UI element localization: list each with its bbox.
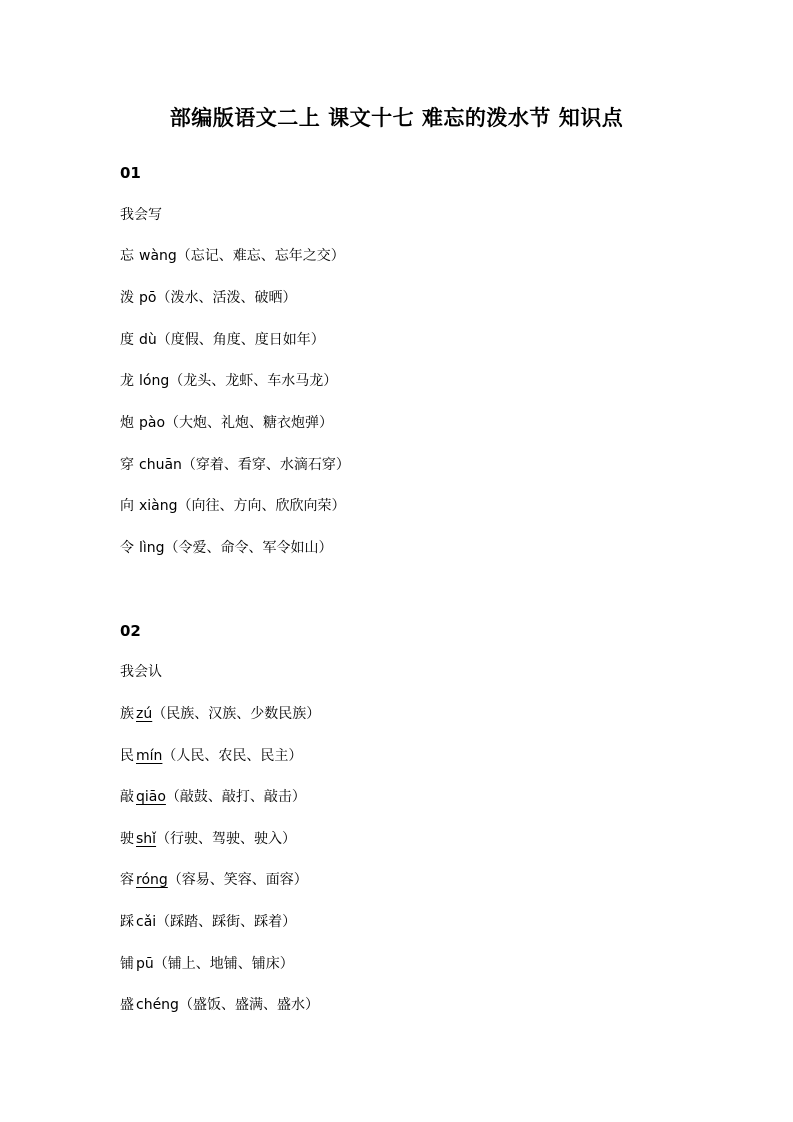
vocab-entry — [120, 537, 333, 559]
vocab-words: （度假、角度、度日如年） — [156, 332, 325, 348]
vocab-entry — [120, 287, 296, 309]
vocab-words: （忘记、难忘、忘年之交） — [176, 248, 345, 264]
vocab-pinyin: pū — [136, 956, 154, 972]
section-number: 01 — [120, 164, 141, 182]
vocab-entry — [120, 828, 296, 850]
vocab-char: 令 — [120, 540, 134, 556]
vocab-words: （龙头、龙虾、车水马龙） — [169, 373, 338, 389]
vocab-entry — [120, 245, 345, 267]
vocab-pinyin: pào — [139, 415, 166, 431]
vocab-char: 向 — [120, 498, 134, 514]
vocab-pinyin: qiāo — [136, 789, 166, 805]
vocab-words: （敲鼓、敲打、敲击） — [165, 789, 306, 805]
vocab-words: （踩踏、踩街、踩着） — [156, 914, 297, 930]
vocab-char: 驶 — [120, 831, 134, 847]
vocab-char: 盛 — [120, 997, 134, 1013]
vocab-words: （铺上、地铺、铺床） — [153, 956, 294, 972]
vocab-entry — [120, 745, 302, 767]
vocab-entry — [120, 370, 337, 392]
vocab-pinyin: róng — [136, 872, 168, 888]
vocab-words: （盛饭、盛满、盛水） — [178, 997, 319, 1013]
section-heading: 我会写 — [120, 207, 162, 223]
vocab-char: 踩 — [120, 914, 134, 930]
section-heading: 我会认 — [120, 664, 162, 680]
vocab-words: （民族、汉族、少数民族） — [152, 706, 321, 722]
vocab-pinyin: lìng — [139, 540, 165, 556]
vocab-pinyin: lóng — [139, 373, 170, 389]
section-number: 02 — [120, 622, 141, 640]
vocab-entry — [120, 495, 346, 517]
vocab-entry — [120, 786, 306, 808]
vocab-entry — [120, 994, 319, 1016]
vocab-entry — [120, 454, 350, 476]
vocab-entry — [120, 329, 325, 351]
vocab-char: 铺 — [120, 956, 134, 972]
vocab-words: （行驶、驾驶、驶入） — [156, 831, 297, 847]
vocab-pinyin: mín — [136, 748, 163, 764]
vocab-entry — [120, 869, 308, 891]
vocab-pinyin: chéng — [136, 997, 179, 1013]
vocab-char: 穿 — [120, 457, 134, 473]
vocab-entry — [120, 703, 320, 725]
vocab-pinyin: wàng — [139, 248, 177, 264]
vocab-char: 忘 — [120, 248, 134, 264]
vocab-words: （大炮、礼炮、糖衣炮弹） — [165, 415, 334, 431]
vocab-char: 民 — [120, 748, 134, 764]
vocab-pinyin: zú — [136, 706, 153, 722]
vocab-pinyin: dù — [139, 332, 157, 348]
vocab-pinyin: cǎi — [136, 914, 157, 930]
vocab-char: 泼 — [120, 290, 134, 306]
vocab-pinyin: shǐ — [136, 831, 157, 847]
vocab-entry — [120, 412, 333, 434]
vocab-words: （向往、方向、欣欣向荣） — [177, 498, 346, 514]
vocab-char: 族 — [120, 706, 134, 722]
vocab-words: （令爱、命令、军令如山） — [164, 540, 333, 556]
vocab-pinyin: pō — [139, 290, 157, 306]
vocab-char: 龙 — [120, 373, 134, 389]
vocab-entry — [120, 953, 294, 975]
vocab-char: 敲 — [120, 789, 134, 805]
vocab-pinyin: chuān — [139, 457, 182, 473]
vocab-entry — [120, 911, 296, 933]
vocab-words: （穿着、看穿、水滴石穿） — [181, 457, 350, 473]
vocab-pinyin: xiàng — [139, 498, 178, 514]
vocab-char: 度 — [120, 332, 134, 348]
vocab-words: （容易、笑容、面容） — [167, 872, 308, 888]
page-title: 部编版语文二上 课文十七 难忘的泼水节 知识点 — [169, 106, 624, 130]
vocab-words: （人民、农民、民主） — [162, 748, 303, 764]
vocab-char: 容 — [120, 872, 134, 888]
vocab-char: 炮 — [120, 415, 134, 431]
vocab-words: （泼水、活泼、破晒） — [156, 290, 297, 306]
